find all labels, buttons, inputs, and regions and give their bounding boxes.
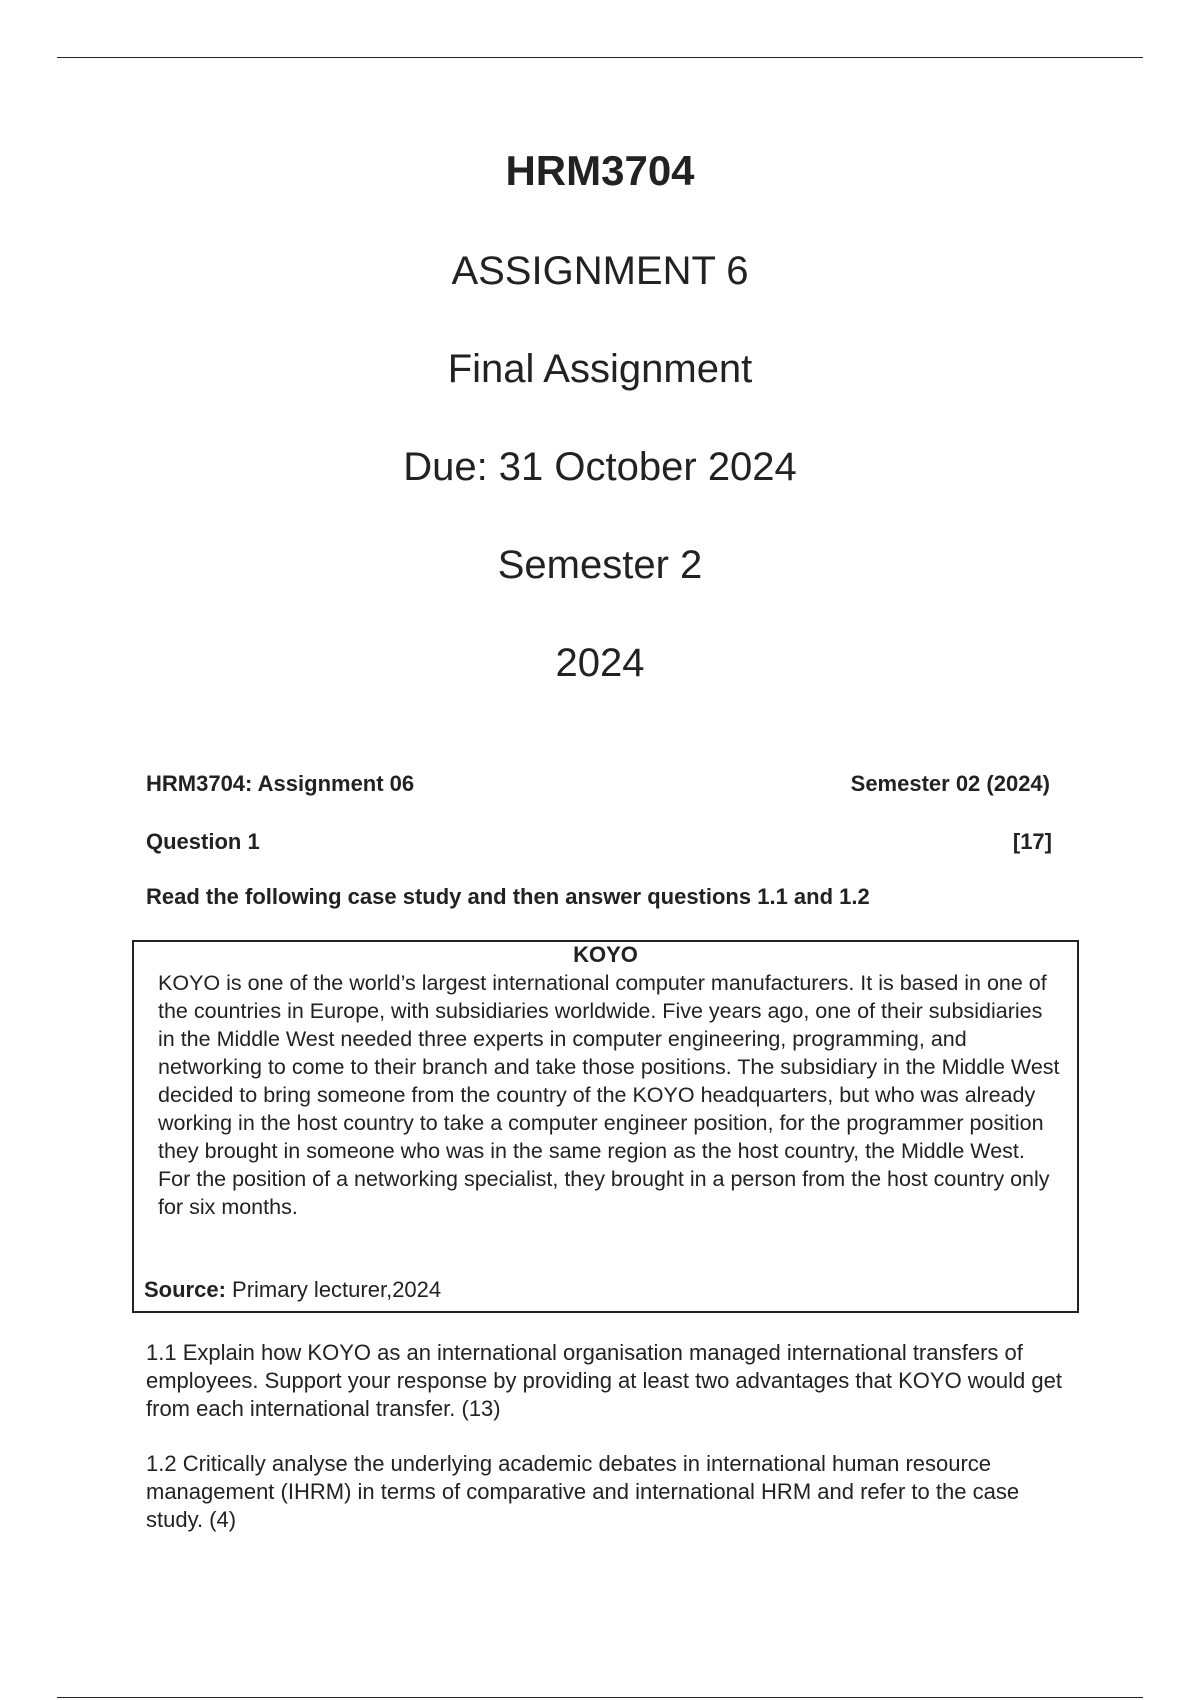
source-label: Source: [144, 1277, 226, 1302]
case-study-title: KOYO [573, 942, 638, 967]
page-header-left: HRM3704: Assignment 06 [146, 771, 415, 796]
case-study-box [132, 940, 1079, 1313]
course-code: HRM3704 [505, 147, 695, 194]
semester: Semester 2 [497, 543, 703, 587]
page-header-right: Semester 02 (2024) [850, 771, 1050, 796]
source-value: Primary lecturer,2024 [232, 1277, 442, 1302]
question-marks: [17] [1012, 829, 1052, 854]
assignment-type: Final Assignment [447, 347, 753, 391]
bottom-rule [57, 1697, 1143, 1698]
year: 2024 [555, 641, 645, 685]
case-study-source [144, 1276, 441, 1304]
sub-question-1-2: 1.2 Critically analyse the underlying academic debates in international human resource management (IHRM) in terms of comparative and international HRM and refer to the case study. (4) [146, 1451, 1020, 1532]
assignment-number: ASSIGNMENT 6 [451, 249, 749, 293]
question-label: Question 1 [146, 829, 260, 854]
case-study-body: KOYO is one of the world’s largest international computer manufacturers. It is based in one of the countries in Europe, with subsidiaries worldwide. Five years ago, one of their subsidiaries in the Middle West needed three experts in computer engineering, programming, and networking to come to their branch and take those positions. The subsidiary in the Middle West decided to bring someone from the country of the KOYO headquarters, but who was already working in the host country to take a computer engineer position, for the programmer position they brought in someone who was in the same region as the host country, the Middle West. For the position of a networking specialist, they brought in a person from the host country only for six months. [158, 971, 1060, 1219]
due-date: Due: 31 October 2024 [403, 445, 797, 489]
question-instruction: Read the following case study and then answer questions 1.1 and 1.2 [146, 884, 870, 909]
top-rule [57, 57, 1143, 58]
sub-question-1-1: 1.1 Explain how KOYO as an international organisation managed international transfers of employees. Support your response by providing at least two advantages that KOYO would get from each international transfer. (13) [146, 1340, 1062, 1421]
